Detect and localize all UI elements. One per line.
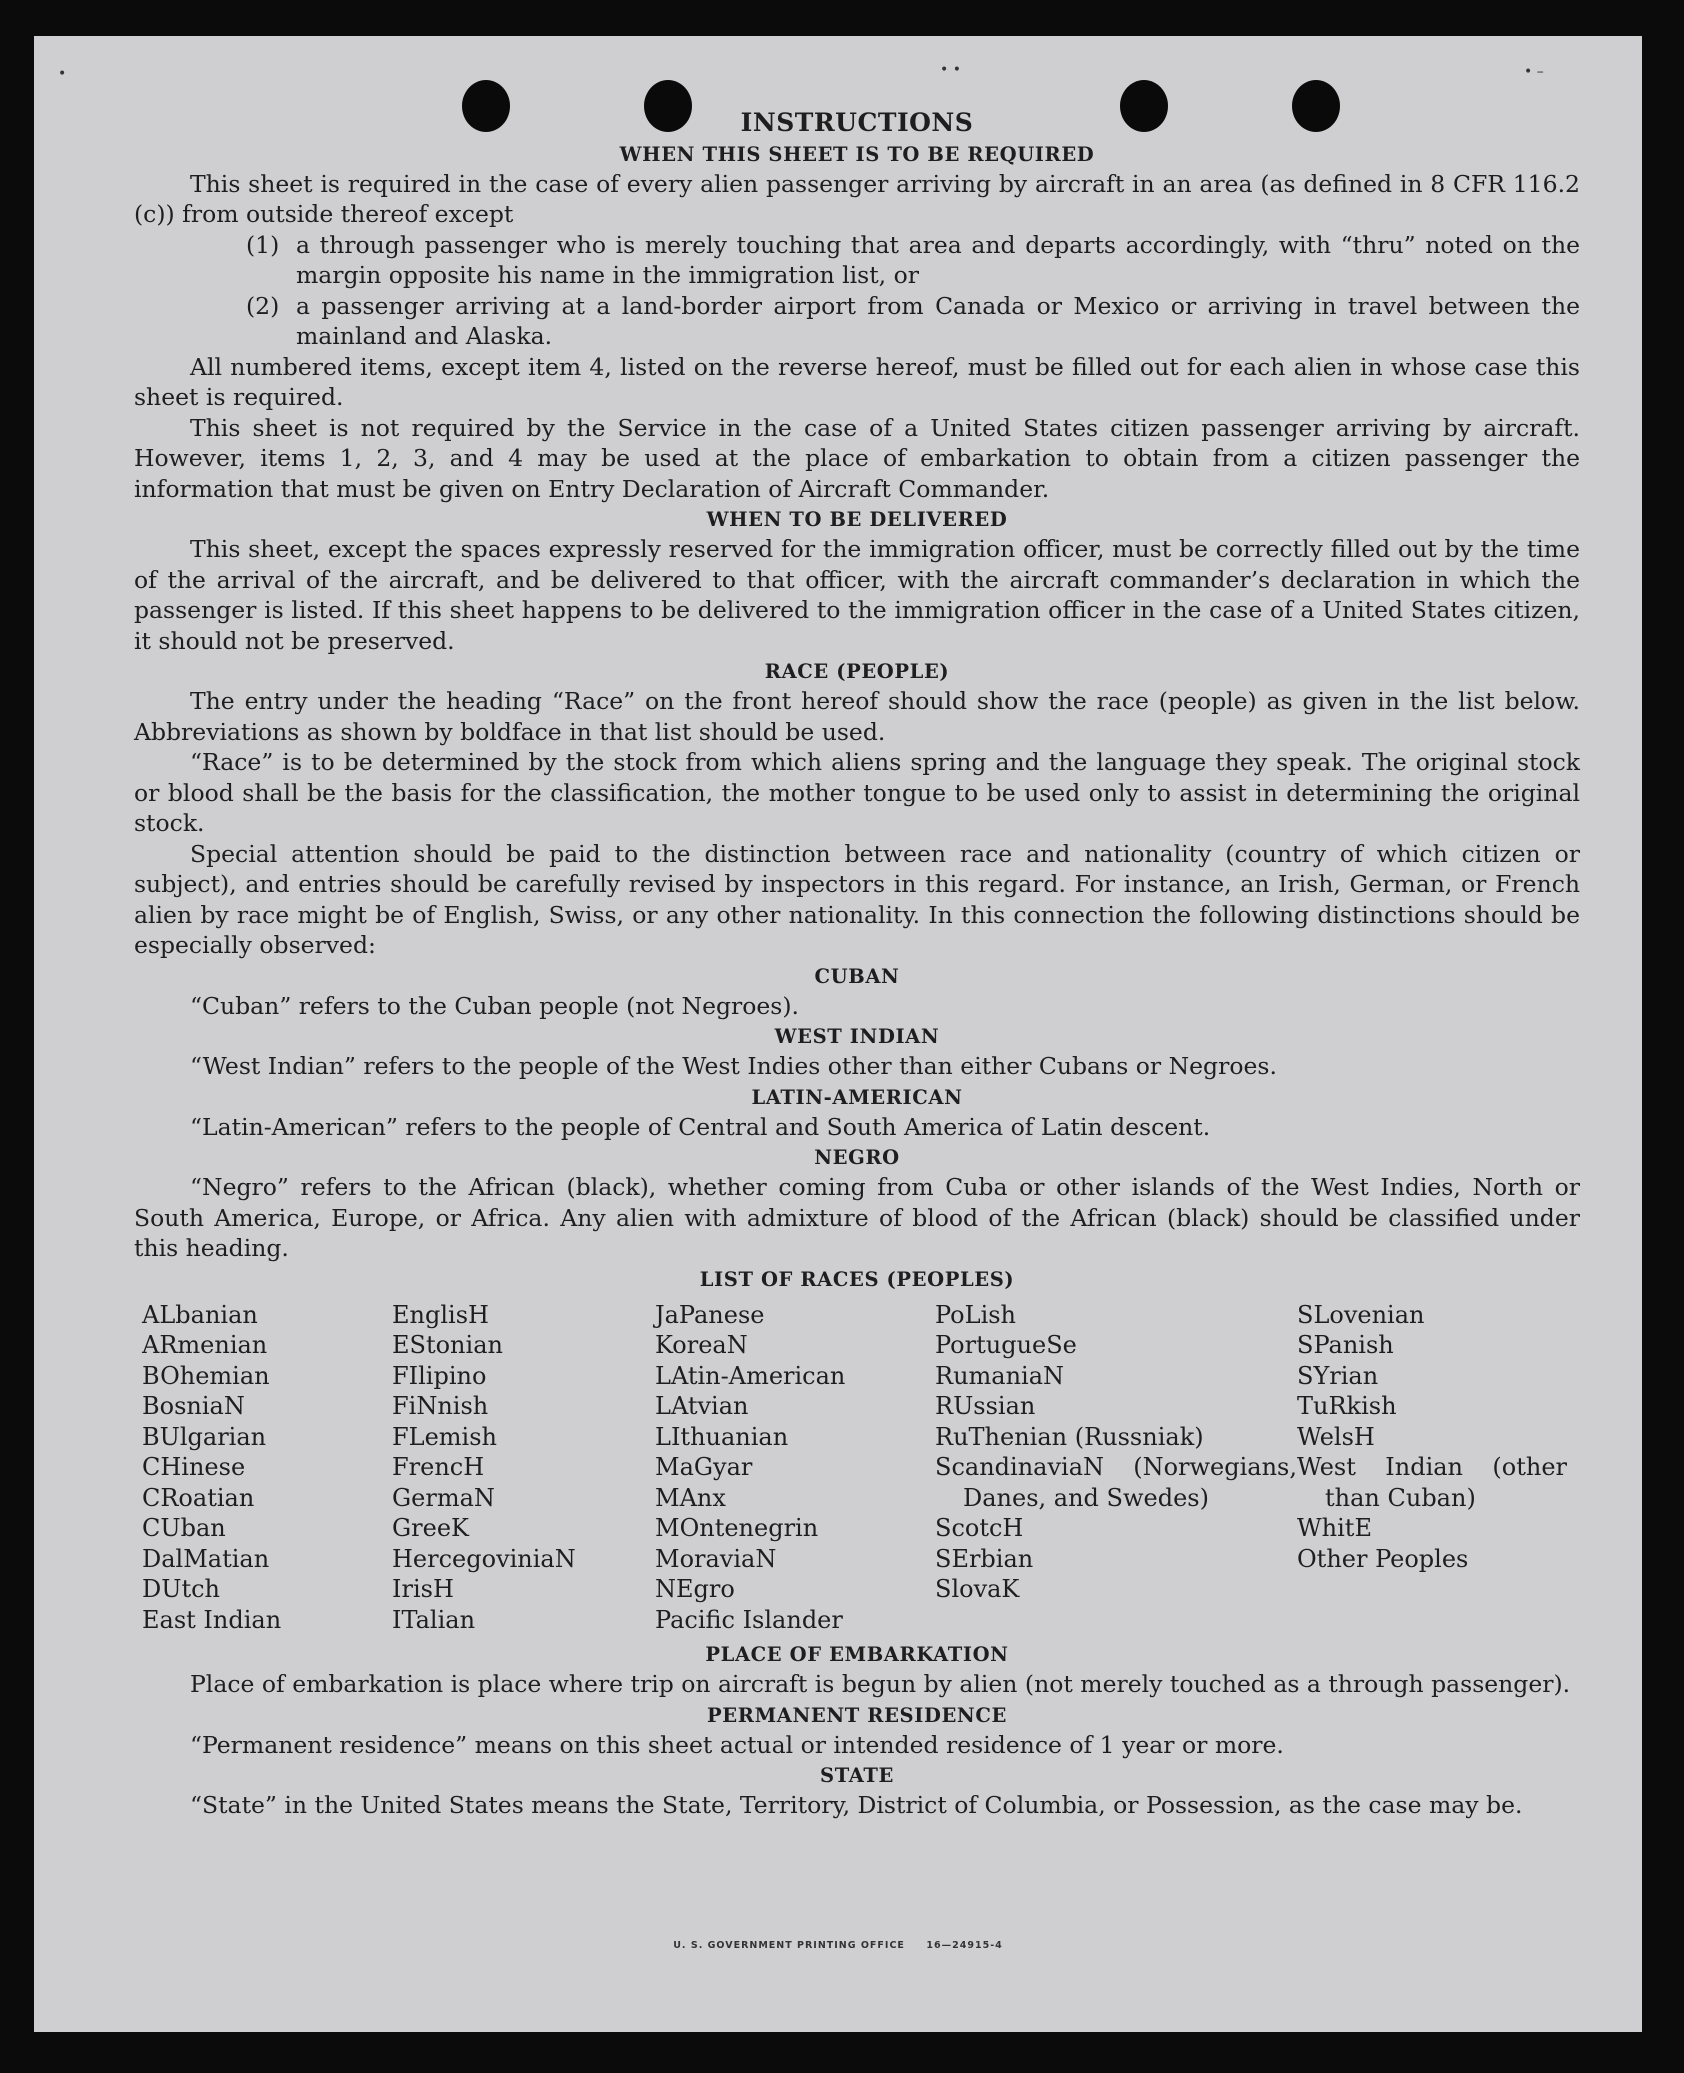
race-entry: GreeK (392, 1514, 469, 1542)
race-entry: CUban (142, 1514, 226, 1542)
race-entry: West Indian (other than Cuban) (1297, 1453, 1567, 1512)
state-text: “State” in the United States means the State, Territory, District of Columbia, or Possession, as the case may be. (190, 1791, 1523, 1819)
residence-text: “Permanent residence” means on this sheet actual or intended residence of 1 year or more. (190, 1730, 1284, 1759)
race-entry: SPanish (1297, 1331, 1394, 1359)
race-entry: CHinese (142, 1453, 246, 1481)
race-entry: SYrian (1297, 1361, 1379, 1390)
race-entry: MOntenegrin (655, 1514, 819, 1542)
race-entry: ITalian (392, 1605, 476, 1634)
race-entry: ScotcH (935, 1514, 1024, 1542)
race-entry: NEgro (655, 1575, 735, 1603)
race-entry: SlovaK (935, 1575, 1020, 1603)
item-text: a passenger arriving at a land-border airport from Canada or Mexico or arriving in travel between the mainland and Alaska. (296, 291, 1580, 350)
race-entry: FIlipino (392, 1361, 487, 1390)
item-text: a through passenger who is merely touching that area and departs accordingly, with “thru” noted on the margin opposite his name in the immigration list, or (296, 230, 1580, 289)
race-entry: EnglisH (392, 1300, 489, 1329)
race-entry: PortugueSe (935, 1331, 1077, 1359)
heading-cuban: CUBAN (814, 964, 900, 988)
instructions-body (134, 108, 1580, 1821)
race-entry: FLemish (392, 1422, 497, 1451)
speck: • • (940, 62, 961, 78)
races-list (134, 1300, 1580, 1636)
race-entry: HercegoviniaN (392, 1544, 576, 1573)
race-entry: GermaN (392, 1483, 495, 1512)
race-entry: JaPanese (655, 1300, 765, 1329)
embarkation-text: Place of embarkation is place where trip on aircraft is begun by alien (not merely touched as a through passenger). (190, 1670, 1571, 1698)
race-entry: LAtvian (655, 1392, 749, 1420)
race-entry: KoreaN (655, 1331, 748, 1359)
race-entry: DalMatian (142, 1544, 270, 1573)
race-para: Special attention should be paid to the distinction between race and nationality (country of which citizen or subject), and entries should be carefully revised by inspectors in this regard. For instance, an Irish, German, or French alien by race might be of English, Swiss, or any other nationality. In this connection the following distinctions should be especially observed: (134, 839, 1580, 959)
race-entry: Other Peoples (1297, 1544, 1469, 1573)
races-column (142, 1300, 392, 1636)
heading-when-required: WHEN THIS SHEET IS TO BE REQUIRED (619, 142, 1095, 166)
race-entry: LIthuanian (655, 1422, 789, 1451)
race-entry: BOhemian (142, 1361, 270, 1390)
heading-list-of-races: LIST OF RACES (PEOPLES) (699, 1267, 1015, 1291)
race-entry: MoraviaN (655, 1544, 777, 1573)
speck: • (58, 66, 67, 82)
cuban-text: “Cuban” refers to the Cuban people (not Negroes). (190, 991, 800, 1020)
race-entry: RumaniaN (935, 1361, 1065, 1390)
negro-text: “Negro” refers to the African (black), whether coming from Cuba or other islands of the West Indies, North or South America, Europe, or Africa. Any alien with admixture of blood of the African (black) should be classified under this heading. (134, 1173, 1580, 1262)
when-delivered-text: This sheet, except the spaces expressly reserved for the immigration officer, must be correctly filled out by the time of the arrival of the aircraft, and be delivered to that officer, with the aircraft commander’s declaration in which the passenger is listed. If this sheet happens to be delivered to the immigration officer in the case of a United States citizen, it should not be preserved. (134, 535, 1580, 655)
exception-item (134, 230, 1580, 291)
heading-race: RACE (PEOPLE) (764, 660, 950, 683)
race-entry: MaGyar (655, 1453, 753, 1481)
heading-embarkation: PLACE OF EMBARKATION (705, 1643, 1009, 1666)
races-column (655, 1300, 935, 1636)
race-entry: PoLish (935, 1300, 1017, 1329)
race-entry: LAtin-American (655, 1361, 846, 1390)
race-entry: BosniaN (142, 1392, 245, 1420)
race-entry: TuRkish (1297, 1392, 1397, 1420)
page-title: INSTRUCTIONS (740, 108, 974, 137)
race-entry: WelsH (1297, 1422, 1375, 1451)
race-entry: ALbanian (142, 1300, 258, 1329)
race-entry: East Indian (142, 1605, 282, 1634)
west-indian-text: “West Indian” refers to the people of the West Indies other than either Cubans or Negroes. (190, 1052, 1277, 1080)
heading-state: STATE (820, 1764, 894, 1787)
races-column (1297, 1300, 1567, 1636)
race-entry: FiNnish (392, 1392, 489, 1420)
race-entry: ScandinaviaN (Norwegians, Danes, and Swedes) (935, 1453, 1297, 1512)
races-column (935, 1300, 1297, 1636)
when-required-intro: This sheet is required in the case of every alien passenger arriving by aircraft in an area (as defined in 8 CFR 116.2 (c)) from outside thereof except (134, 169, 1580, 228)
race-entry: SErbian (935, 1544, 1034, 1573)
race-entry: SLovenian (1297, 1300, 1425, 1329)
race-entry: FrencH (392, 1453, 485, 1481)
race-entry: MAnx (655, 1483, 726, 1512)
race-entry: BUlgarian (142, 1422, 267, 1451)
when-required-para: This sheet is not required by the Service in the case of a United States citizen passenger arriving by aircraft. However, items 1, 2, 3, and 4 may be used at the place of embarkation to obtain from a citizen passenger the information that must be given on Entry Declaration of Aircraft Commander. (134, 413, 1580, 503)
document-page (34, 36, 1642, 2032)
heading-west-indian: WEST INDIAN (774, 1025, 940, 1048)
heading-permanent-residence: PERMANENT RESIDENCE (707, 1703, 1007, 1727)
race-entry: ARmenian (142, 1331, 268, 1359)
race-entry: CRoatian (142, 1483, 255, 1512)
heading-negro: NEGRO (814, 1146, 900, 1169)
race-entry: DUtch (142, 1575, 221, 1603)
latin-american-text: “Latin-American” refers to the people of Central and South America of Latin descent. (190, 1112, 1211, 1141)
race-entry: WhitE (1297, 1514, 1372, 1542)
race-para: The entry under the heading “Race” on the front hereof should show the race (people) as given in the list below. Abbreviations as shown by boldface in that list should be used. (134, 687, 1580, 746)
races-column (392, 1300, 655, 1636)
printer-imprint: U. S. GOVERNMENT PRINTING OFFICE 16—24915-4 (673, 1940, 1003, 1951)
heading-when-delivered: WHEN TO BE DELIVERED (706, 508, 1008, 531)
heading-latin-american: LATIN-AMERICAN (751, 1085, 963, 1109)
race-para: “Race” is to be determined by the stock from which aliens spring and the language they speak. The original stock or blood shall be the basis for the classification, the mother tongue to be used only to assist in determining the original stock. (134, 748, 1580, 837)
race-entry: EStonian (392, 1331, 503, 1359)
race-entry: Pacific Islander (655, 1605, 843, 1634)
when-required-para: All numbered items, except item 4, listed on the reverse hereof, must be filled out for each alien in whose case this sheet is required. (134, 352, 1580, 411)
speck: • – (1524, 64, 1544, 80)
race-entry: IrisH (392, 1575, 454, 1603)
race-entry: RUssian (935, 1392, 1036, 1420)
item-number: (2) (246, 291, 280, 320)
exception-item (134, 291, 1580, 352)
item-number: (1) (246, 230, 280, 259)
race-entry: RuThenian (Russniak) (935, 1422, 1204, 1451)
